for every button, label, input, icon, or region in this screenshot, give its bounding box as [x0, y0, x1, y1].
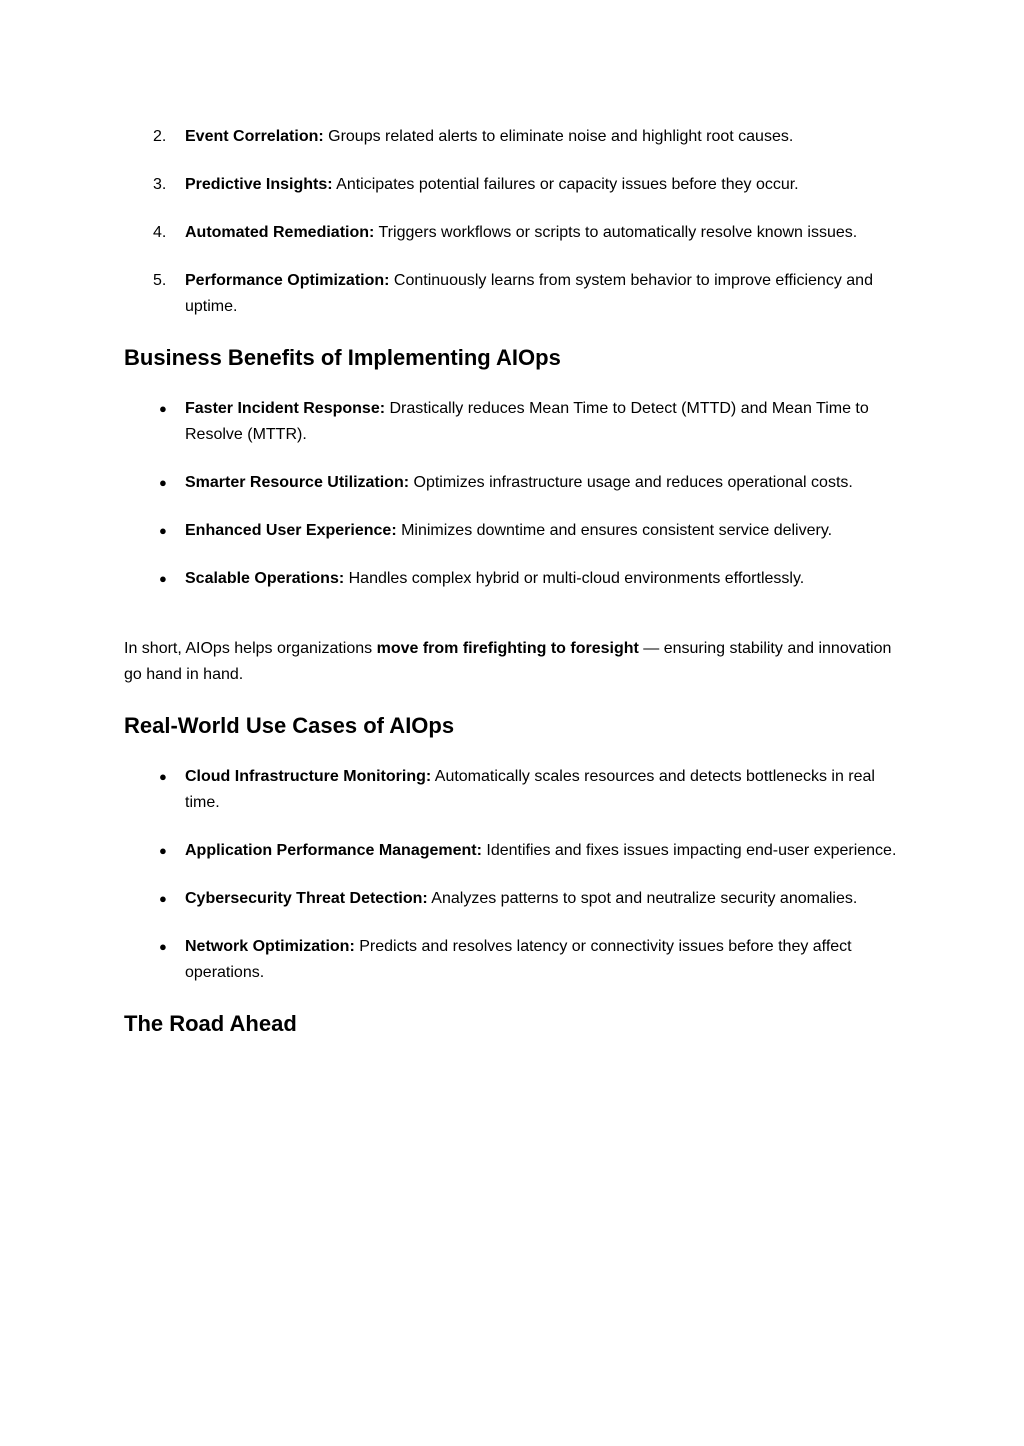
list-item-lead: Enhanced User Experience:	[185, 522, 397, 539]
list-item-lead: Cloud Infrastructure Monitoring:	[185, 768, 432, 785]
list-item-text: Predictive Insights: Anticipates potential failures or capacity issues before they occur.	[185, 176, 799, 193]
list-item-number: 2.	[153, 128, 167, 145]
bullet-icon: ●	[159, 523, 167, 538]
list-item-text: Network Optimization: Predicts and resolves latency or connectivity issues before they affect operations.	[185, 938, 852, 981]
summary-bold-text: move from firefighting to foresight	[376, 640, 639, 657]
bullet-list-item	[124, 934, 900, 986]
bullet-icon: ●	[159, 843, 167, 858]
list-item-text: Scalable Operations: Handles complex hybrid or multi-cloud environments effortlessly.	[185, 570, 805, 587]
bullet-icon: ●	[159, 939, 167, 954]
section-heading-business-benefits: Business Benefits of Implementing AIOps	[124, 345, 561, 370]
numbered-list	[124, 124, 900, 320]
bullet-icon: ●	[159, 401, 167, 416]
list-item-lead: Event Correlation:	[185, 128, 324, 145]
list-item-lead: Application Performance Management:	[185, 842, 482, 859]
bullet-icon: ●	[159, 475, 167, 490]
bullet-icon: ●	[159, 891, 167, 906]
list-item-text: Event Correlation: Groups related alerts to eliminate noise and highlight root causes.	[185, 128, 794, 145]
summary-text: In short, AIOps helps organizations	[124, 640, 377, 657]
list-item-text: Application Performance Management: Identifies and fixes issues impacting end-user experience.	[185, 842, 897, 859]
list-item-lead: Scalable Operations:	[185, 570, 345, 587]
section-heading-use-cases: Real-World Use Cases of AIOps	[124, 713, 455, 738]
list-item-lead: Cybersecurity Threat Detection:	[185, 890, 428, 907]
summary-text: — ensuring stability and innovation go hand in hand.	[124, 640, 892, 683]
list-item-text: Enhanced User Experience: Minimizes downtime and ensures consistent service delivery.	[185, 522, 833, 539]
list-item-text: Automated Remediation: Triggers workflows or scripts to automatically resolve known issues.	[185, 224, 858, 241]
list-item-lead: Faster Incident Response:	[185, 400, 386, 417]
list-item-text: Cybersecurity Threat Detection: Analyzes patterns to spot and neutralize security anomalies.	[185, 890, 858, 907]
list-item-number: 5.	[153, 272, 167, 289]
bullet-list-item	[124, 838, 900, 864]
bullet-list-item	[124, 470, 900, 496]
bullet-list-item	[124, 886, 900, 912]
numbered-list-item	[124, 172, 900, 198]
list-item-lead: Network Optimization:	[185, 938, 355, 955]
bullet-list-item	[124, 566, 900, 592]
summary-paragraph	[124, 636, 900, 688]
numbered-list-item	[124, 220, 900, 246]
numbered-list-item	[124, 268, 900, 320]
section-heading-road-ahead: The Road Ahead	[124, 1011, 297, 1036]
bullet-list-item	[124, 396, 900, 448]
list-item-text: Smarter Resource Utilization: Optimizes infrastructure usage and reduces operational costs.	[185, 474, 853, 491]
list-item-lead: Predictive Insights:	[185, 176, 333, 193]
list-item-text: Faster Incident Response: Drastically reduces Mean Time to Detect (MTTD) and Mean Time to Resolve (MTTR).	[185, 400, 869, 443]
list-item-number: 4.	[153, 224, 167, 241]
list-item-number: 3.	[153, 176, 167, 193]
list-item-lead: Performance Optimization:	[185, 272, 390, 289]
bullet-list-item	[124, 518, 900, 544]
list-item-text: Cloud Infrastructure Monitoring: Automatically scales resources and detects bottlenecks in real time.	[185, 768, 875, 811]
list-item-lead: Automated Remediation:	[185, 224, 375, 241]
benefits-list	[124, 396, 900, 592]
bullet-icon: ●	[159, 571, 167, 586]
list-item-lead: Smarter Resource Utilization:	[185, 474, 410, 491]
use-cases-list	[124, 764, 900, 986]
numbered-list-item	[124, 124, 900, 150]
bullet-icon: ●	[159, 769, 167, 784]
list-item-text: Performance Optimization: Continuously learns from system behavior to improve efficiency and uptime.	[185, 272, 873, 315]
bullet-list-item	[124, 764, 900, 816]
